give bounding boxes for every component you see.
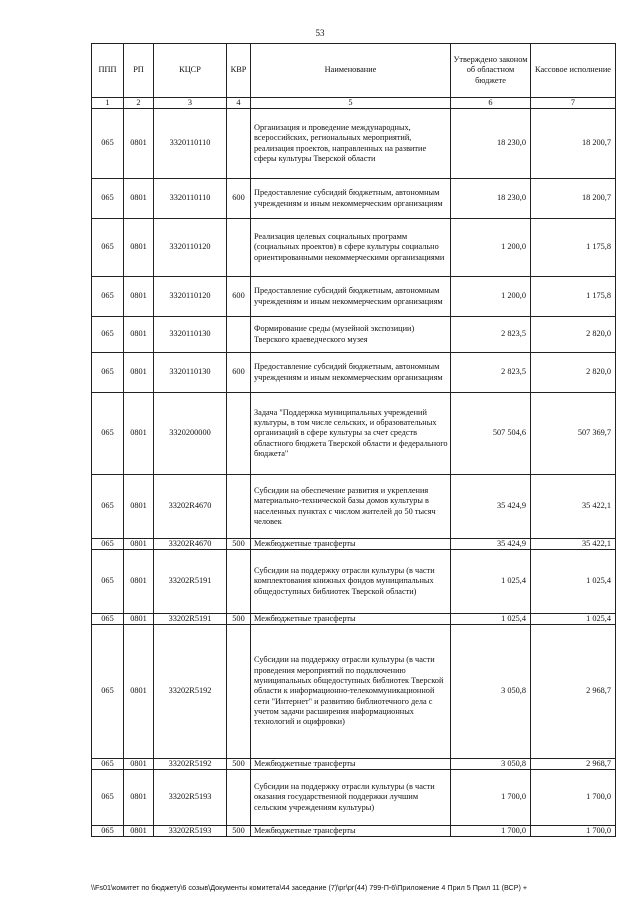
table-row — [92, 625, 616, 759]
cell-ppp: 065 — [92, 353, 124, 393]
column-number: 5 — [251, 98, 451, 109]
cell-rp: 0801 — [124, 550, 154, 614]
cell-ppp: 065 — [92, 539, 124, 550]
cell-approved: 1 025,4 — [451, 614, 531, 625]
table-row — [92, 759, 616, 770]
cell-approved: 35 424,9 — [451, 475, 531, 539]
header-row — [92, 44, 616, 98]
cell-executed: 2 820,0 — [531, 317, 616, 353]
cell-kvr — [227, 770, 251, 826]
cell-executed: 35 422,1 — [531, 539, 616, 550]
cell-name: Предоставление субсидий бюджетным, автономным учреждениям и иным некоммерческим организациям — [251, 277, 451, 317]
cell-kvr: 500 — [227, 826, 251, 837]
cell-ppp: 065 — [92, 625, 124, 759]
cell-approved: 18 230,0 — [451, 109, 531, 179]
cell-approved: 1 700,0 — [451, 770, 531, 826]
cell-kvr — [227, 109, 251, 179]
cell-rp: 0801 — [124, 614, 154, 625]
cell-kcsr: 33202R4670 — [154, 539, 227, 550]
cell-approved: 1 025,4 — [451, 550, 531, 614]
cell-executed: 35 422,1 — [531, 475, 616, 539]
cell-kcsr: 33202R4670 — [154, 475, 227, 539]
cell-executed: 2 968,7 — [531, 759, 616, 770]
header-executed: Кассовое исполнение — [531, 44, 616, 98]
table-row — [92, 393, 616, 475]
cell-name: Межбюджетные трансферты — [251, 759, 451, 770]
cell-rp: 0801 — [124, 277, 154, 317]
cell-ppp: 065 — [92, 109, 124, 179]
table-row — [92, 475, 616, 539]
cell-kvr: 500 — [227, 759, 251, 770]
cell-ppp: 065 — [92, 277, 124, 317]
cell-executed: 1 025,4 — [531, 614, 616, 625]
cell-name: Субсидии на поддержку отрасли культуры (в части оказания государственной поддержки лучшим сельским учреждениям культуры) — [251, 770, 451, 826]
cell-ppp: 065 — [92, 179, 124, 219]
cell-kcsr: 33202R5193 — [154, 826, 227, 837]
file-path-footer: \\Fs01\комитет по бюджету\6 созыв\Документы комитета\44 заседание (7)\рг\рг(44) 799-П-6\Приложение 4 Прил 5 Прил 11 (ВСР) + — [91, 883, 528, 892]
cell-ppp: 065 — [92, 219, 124, 277]
cell-kvr: 500 — [227, 614, 251, 625]
cell-rp: 0801 — [124, 393, 154, 475]
cell-kvr: 600 — [227, 277, 251, 317]
cell-name: Формирование среды (музейной экспозиции) Тверского краеведческого музея — [251, 317, 451, 353]
cell-kcsr: 3320110110 — [154, 179, 227, 219]
header-ppp: ППП — [92, 44, 124, 98]
table-row — [92, 770, 616, 826]
cell-kvr — [227, 317, 251, 353]
cell-kvr: 500 — [227, 539, 251, 550]
column-number: 2 — [124, 98, 154, 109]
cell-rp: 0801 — [124, 826, 154, 837]
cell-kcsr: 33202R5192 — [154, 625, 227, 759]
cell-ppp: 065 — [92, 759, 124, 770]
budget-execution-table — [91, 43, 616, 837]
cell-kvr — [227, 475, 251, 539]
cell-executed: 1 175,8 — [531, 277, 616, 317]
cell-name: Межбюджетные трансферты — [251, 614, 451, 625]
cell-ppp: 065 — [92, 317, 124, 353]
cell-kcsr: 33202R5192 — [154, 759, 227, 770]
cell-rp: 0801 — [124, 219, 154, 277]
column-number: 7 — [531, 98, 616, 109]
cell-executed: 18 200,7 — [531, 109, 616, 179]
table-row — [92, 614, 616, 625]
cell-rp: 0801 — [124, 475, 154, 539]
cell-name: Субсидии на обеспечение развития и укрепления материально-технической базы домов культуры в населенных пунктах с числом жителей до 50 тысяч человек — [251, 475, 451, 539]
cell-executed: 507 369,7 — [531, 393, 616, 475]
cell-approved: 3 050,8 — [451, 625, 531, 759]
cell-ppp: 065 — [92, 550, 124, 614]
cell-ppp: 065 — [92, 475, 124, 539]
cell-kcsr: 33202R5191 — [154, 550, 227, 614]
column-number: 6 — [451, 98, 531, 109]
table-row — [92, 219, 616, 277]
header-kvr: КВР — [227, 44, 251, 98]
cell-name: Межбюджетные трансферты — [251, 539, 451, 550]
cell-name: Задача "Поддержка муниципальных учреждений культуры, в том числе сельских, и образовательных организаций в сфере культуры за счет средств областного бюджета Тверской области и федерального бюджета" — [251, 393, 451, 475]
table-row — [92, 179, 616, 219]
cell-kvr: 600 — [227, 179, 251, 219]
column-number: 4 — [227, 98, 251, 109]
cell-kvr — [227, 393, 251, 475]
cell-approved: 507 504,6 — [451, 393, 531, 475]
column-number: 3 — [154, 98, 227, 109]
cell-name: Субсидии на поддержку отрасли культуры (в части комплектования книжных фондов муниципальных общедоступных библиотек Тверской области) — [251, 550, 451, 614]
cell-kcsr: 3320110120 — [154, 219, 227, 277]
column-number-row — [92, 98, 616, 109]
cell-kvr: 600 — [227, 353, 251, 393]
cell-kcsr: 33202R5193 — [154, 770, 227, 826]
column-number: 1 — [92, 98, 124, 109]
cell-executed: 2 968,7 — [531, 625, 616, 759]
cell-name: Реализация целевых социальных программ (социальных проектов) в сфере культуры социально ориентированными некоммерческими организациями — [251, 219, 451, 277]
cell-name: Организация и проведение международных, всероссийских, региональных мероприятий, реализация проектов, направленных на развитие сферы культуры Тверской области — [251, 109, 451, 179]
cell-approved: 3 050,8 — [451, 759, 531, 770]
cell-approved: 1 200,0 — [451, 277, 531, 317]
table-row — [92, 353, 616, 393]
cell-approved: 1 200,0 — [451, 219, 531, 277]
cell-rp: 0801 — [124, 759, 154, 770]
cell-name: Межбюджетные трансферты — [251, 826, 451, 837]
cell-ppp: 065 — [92, 770, 124, 826]
table-row — [92, 317, 616, 353]
cell-name: Субсидии на поддержку отрасли культуры (в части проведения мероприятий по подключению муниципальных общедоступных библиотек Тверской области к информационно-телекоммуникационной сети "Интернет" и развитию библиотечного дела с учетом задачи расширения информационных технологий и оцифровки) — [251, 625, 451, 759]
cell-ppp: 065 — [92, 393, 124, 475]
cell-approved: 18 230,0 — [451, 179, 531, 219]
cell-kcsr: 3320110130 — [154, 353, 227, 393]
header-approved: Утверждено законом об областном бюджете — [451, 44, 531, 98]
cell-rp: 0801 — [124, 539, 154, 550]
table-row — [92, 109, 616, 179]
cell-kvr — [227, 550, 251, 614]
header-kcsr: КЦСР — [154, 44, 227, 98]
cell-approved: 1 700,0 — [451, 826, 531, 837]
cell-approved: 35 424,9 — [451, 539, 531, 550]
cell-approved: 2 823,5 — [451, 353, 531, 393]
cell-kcsr: 33202R5191 — [154, 614, 227, 625]
cell-rp: 0801 — [124, 317, 154, 353]
table-row — [92, 550, 616, 614]
cell-kcsr: 3320200000 — [154, 393, 227, 475]
cell-rp: 0801 — [124, 770, 154, 826]
cell-name: Предоставление субсидий бюджетным, автономным учреждениям и иным некоммерческим организациям — [251, 179, 451, 219]
cell-rp: 0801 — [124, 353, 154, 393]
cell-kvr — [227, 219, 251, 277]
table-row — [92, 539, 616, 550]
cell-executed: 1 700,0 — [531, 770, 616, 826]
cell-rp: 0801 — [124, 109, 154, 179]
cell-executed: 1 700,0 — [531, 826, 616, 837]
page-number: 53 — [315, 28, 325, 38]
table-row — [92, 277, 616, 317]
cell-kcsr: 3320110110 — [154, 109, 227, 179]
cell-executed: 2 820,0 — [531, 353, 616, 393]
cell-ppp: 065 — [92, 614, 124, 625]
cell-executed: 1 175,8 — [531, 219, 616, 277]
cell-approved: 2 823,5 — [451, 317, 531, 353]
cell-rp: 0801 — [124, 625, 154, 759]
cell-kcsr: 3320110130 — [154, 317, 227, 353]
cell-rp: 0801 — [124, 179, 154, 219]
cell-executed: 1 025,4 — [531, 550, 616, 614]
header-rp: РП — [124, 44, 154, 98]
cell-executed: 18 200,7 — [531, 179, 616, 219]
cell-kvr — [227, 625, 251, 759]
cell-name: Предоставление субсидий бюджетным, автономным учреждениям и иным некоммерческим организациям — [251, 353, 451, 393]
cell-ppp: 065 — [92, 826, 124, 837]
cell-kcsr: 3320110120 — [154, 277, 227, 317]
table-row — [92, 826, 616, 837]
header-name: Наименование — [251, 44, 451, 98]
